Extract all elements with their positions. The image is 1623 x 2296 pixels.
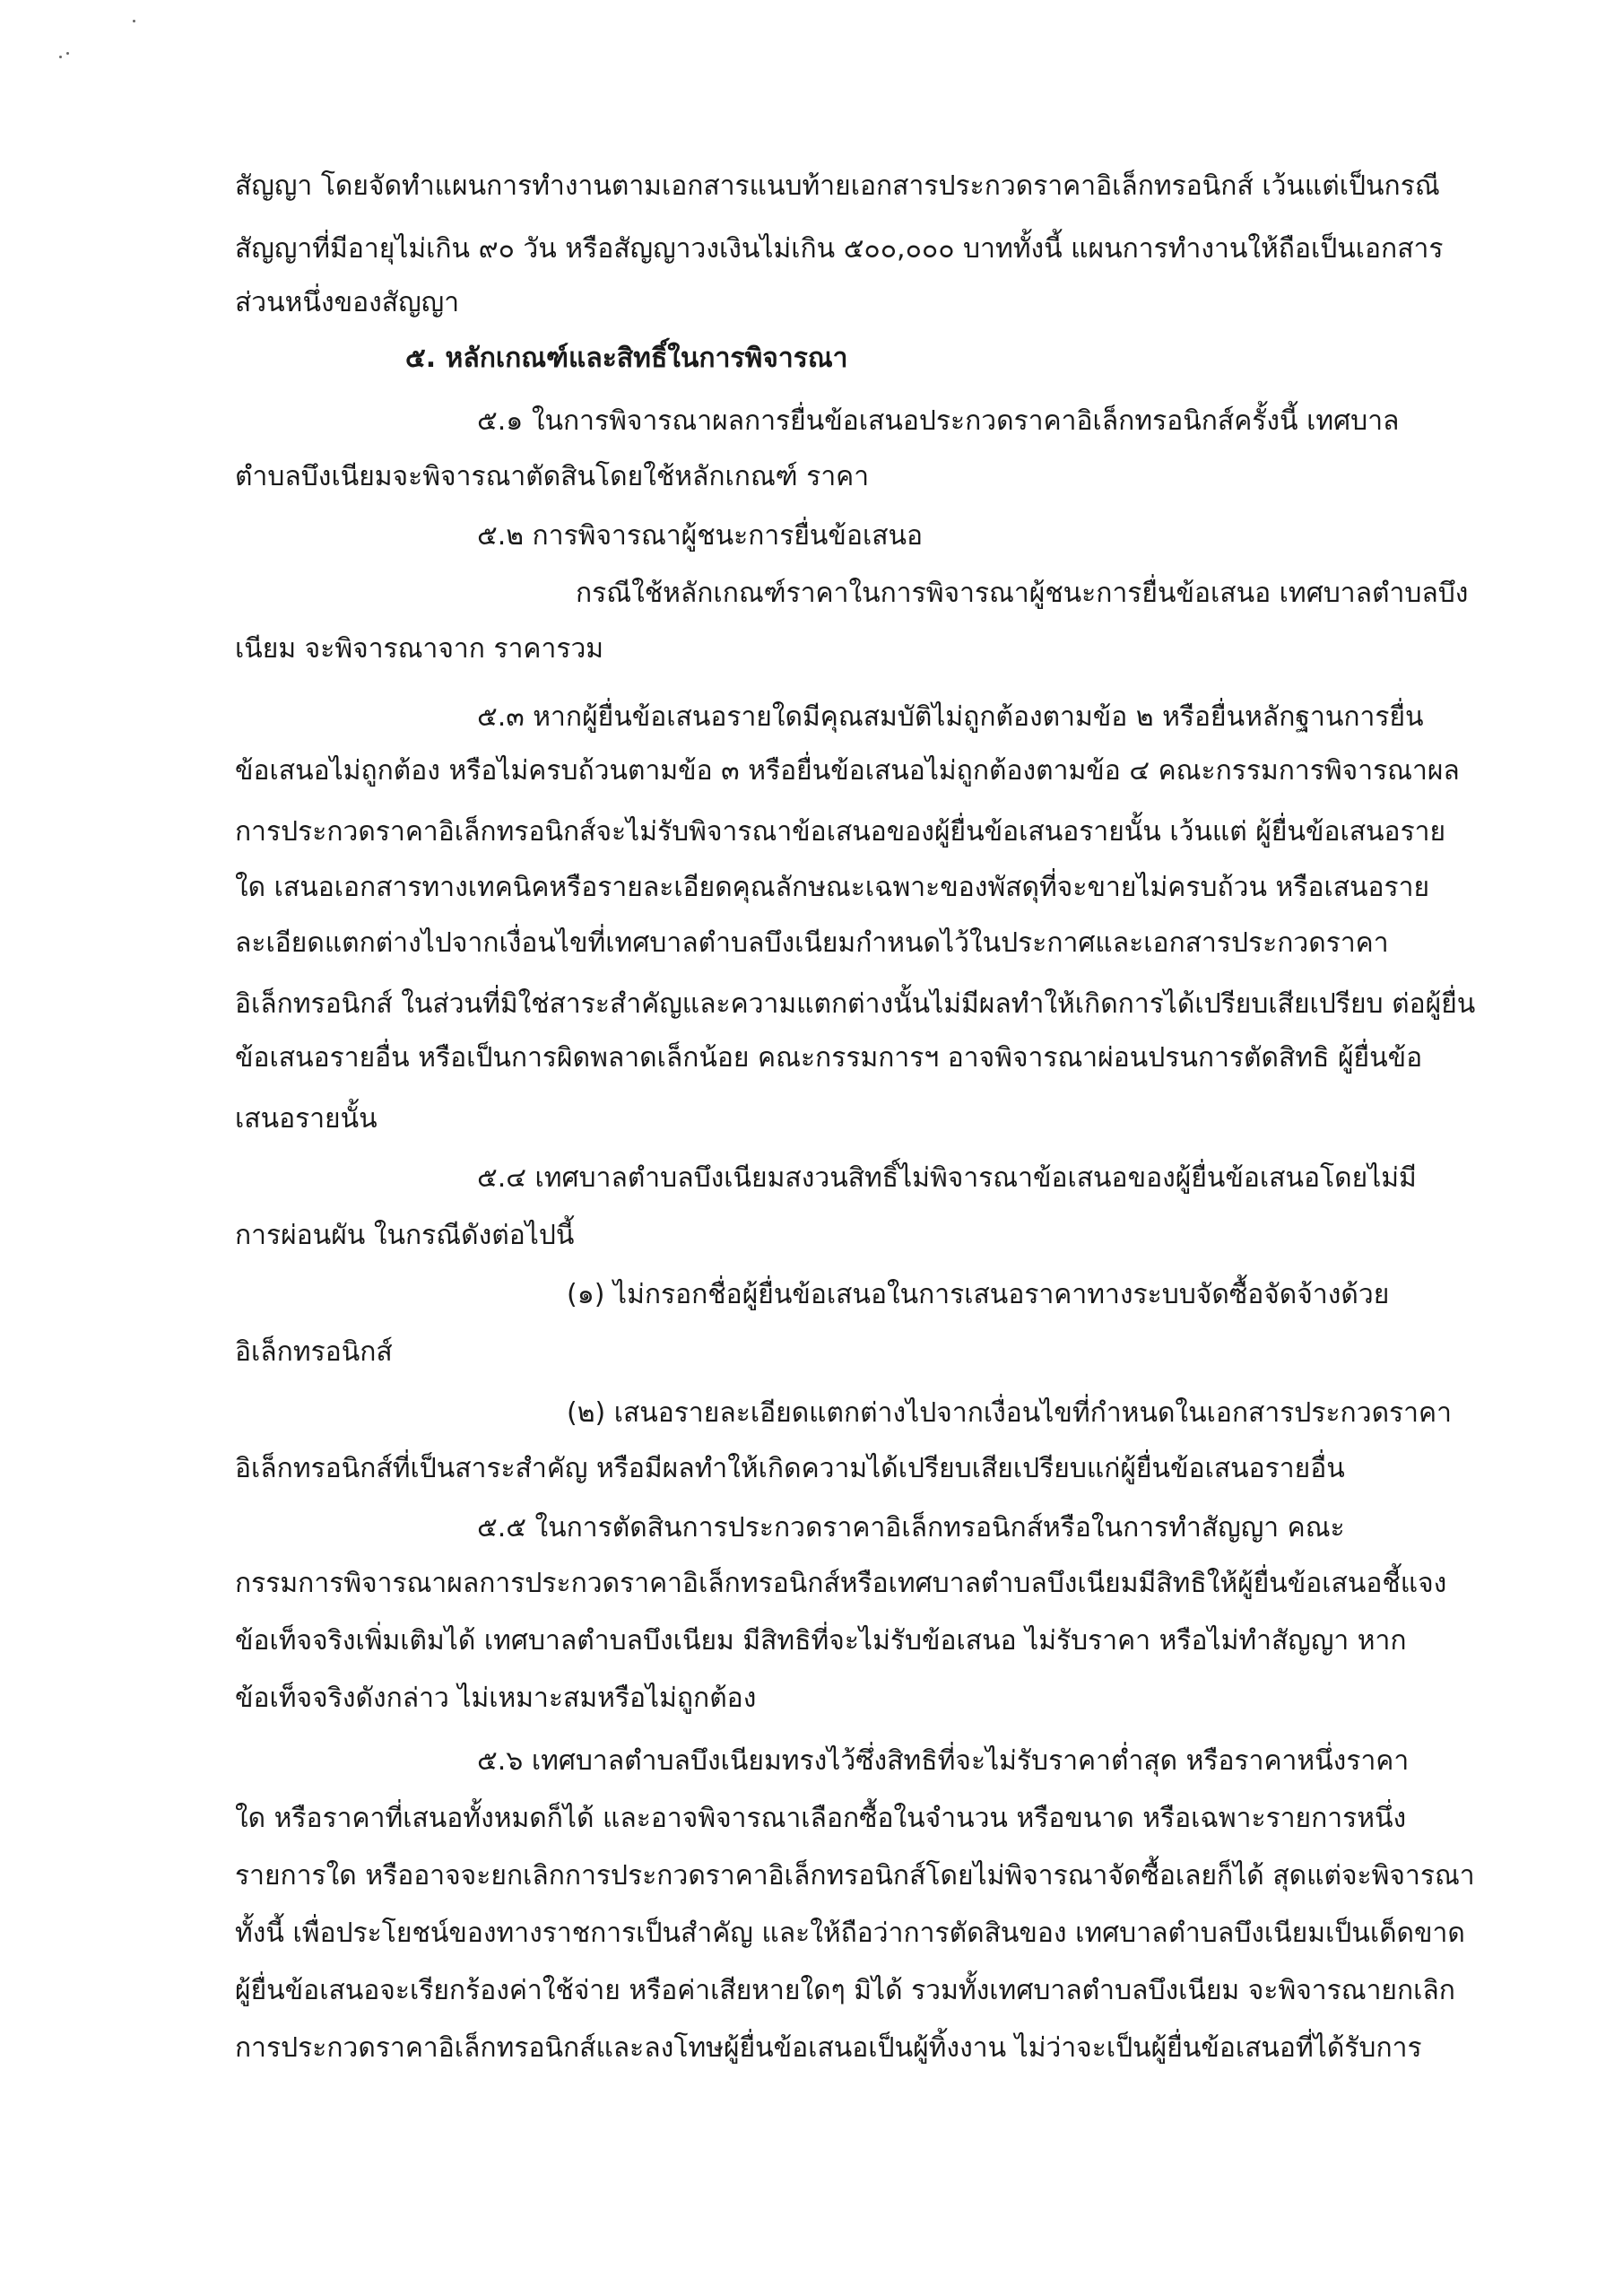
scan-artifact-dot [59,56,62,58]
paragraph-line: ละเอียดแตกต่างไปจากเงื่อนไขที่เทศบาลตำบลบึงเนียมกำหนดไว้ในประกาศและเอกสารประกวดราคา [235,927,1389,959]
scan-artifact-dot [66,52,69,55]
paragraph-line: การประกวดราคาอิเล็กทรอนิกส์และลงโทษผู้ยื่นข้อเสนอเป็นผู้ทิ้งงาน ไม่ว่าจะเป็นผู้ยื่นข้อเสนอที่ได้รับการ [235,2032,1422,2064]
paragraph-line: กรณีใช้หลักเกณฑ์ราคาในการพิจารณาผู้ชนะการยื่นข้อเสนอ เทศบาลตำบลบึง [576,578,1469,609]
paragraph-line: ทั้งนี้ เพื่อประโยชน์ของทางราชการเป็นสำคัญ และให้ถือว่าการตัดสินของ เทศบาลตำบลบึงเนียมเป็นเด็ดขาด [235,1918,1465,1949]
paragraph-line: ใด หรือราคาที่เสนอทั้งหมดก็ได้ และอาจพิจารณาเลือกซื้อในจำนวน หรือขนาด หรือเฉพาะรายการหนึ่ง [235,1803,1407,1834]
paragraph-line: สัญญาที่มีอายุไม่เกิน ๙๐ วัน หรือสัญญาวงเงินไม่เกิน ๕๐๐,๐๐๐ บาททั้งนี้ แผนการทำงานให้ถือเป็นเอกสาร [235,233,1444,265]
paragraph-line: กรรมการพิจารณาผลการประกวดราคาอิเล็กทรอนิกส์หรือเทศบาลตำบลบึงเนียมมีสิทธิให้ผู้ยื่นข้อเสนอชี้แจง [235,1568,1447,1599]
paragraph-line: ข้อเสนอรายอื่น หรือเป็นการผิดพลาดเล็กน้อย คณะกรรมการฯ อาจพิจารณาผ่อนปรนการตัดสิทธิ ผู้ยื่นข้อ [235,1042,1423,1074]
paragraph-line: ส่วนหนึ่งของสัญญา [235,287,460,318]
clause-line: ๕.๓ หากผู้ยื่นข้อเสนอรายใดมีคุณสมบัติไม่ถูกต้องตามข้อ ๒ หรือยื่นหลักฐานการยื่น [477,701,1424,733]
paragraph-line: ใด เสนอเอกสารทางเทคนิคหรือรายละเอียดคุณลักษณะเฉพาะของพัสดุที่จะขายไม่ครบถ้วน หรือเสนอราย [235,872,1430,903]
paragraph-line: รายการใด หรืออาจจะยกเลิกการประกวดราคาอิเล็กทรอนิกส์โดยไม่พิจารณาจัดซื้อเลยก็ได้ สุดแต่จะพิจารณา [235,1860,1475,1892]
clause-line: ๕.๒ การพิจารณาผู้ชนะการยื่นข้อเสนอ [477,520,924,552]
paragraph-line: อิเล็กทรอนิกส์ที่เป็นสาระสำคัญ หรือมีผลทำให้เกิดความได้เปรียบเสียเปรียบแก่ผู้ยื่นข้อเสนอรายอื่น [235,1453,1345,1484]
sub-item-line: (๒) เสนอรายละเอียดแตกต่างไปจากเงื่อนไขที่กำหนดในเอกสารประกวดราคา [567,1397,1452,1429]
paragraph-line: ข้อเสนอไม่ถูกต้อง หรือไม่ครบถ้วนตามข้อ ๓ หรือยื่นข้อเสนอไม่ถูกต้องตามข้อ ๔ คณะกรรมการพิจารณาผล [235,755,1460,787]
paragraph-line: เสนอรายนั้น [235,1103,378,1135]
paragraph-line: สัญญา โดยจัดทำแผนการทำงานตามเอกสารแนบท้ายเอกสารประกวดราคาอิเล็กทรอนิกส์ เว้นแต่เป็นกรณี [235,170,1440,202]
paragraph-line: การประกวดราคาอิเล็กทรอนิกส์จะไม่รับพิจารณาข้อเสนอของผู้ยื่นข้อเสนอรายนั้น เว้นแต่ ผู้ยื่นข้อเสนอราย [235,816,1446,848]
clause-line: ๕.๖ เทศบาลตำบลบึงเนียมทรงไว้ซึ่งสิทธิที่จะไม่รับราคาต่ำสุด หรือราคาหนึ่งราคา [477,1745,1410,1777]
clause-line: ๕.๑ ในการพิจารณาผลการยื่นข้อเสนอประกวดราคาอิเล็กทรอนิกส์ครั้งนี้ เทศบาล [477,405,1400,437]
sub-item-line: (๑) ไม่กรอกชื่อผู้ยื่นข้อเสนอในการเสนอราคาทางระบบจัดซื้อจัดจ้างด้วย [567,1279,1390,1310]
scan-artifact-dot [133,20,135,22]
paragraph-line: การผ่อนผัน ในกรณีดังต่อไปนี้ [235,1220,575,1251]
section-heading: ๕. หลักเกณฑ์และสิทธิ์ในการพิจารณา [405,343,848,374]
paragraph-line: ข้อเท็จจริงเพิ่มเติมได้ เทศบาลตำบลบึงเนียม มีสิทธิที่จะไม่รับข้อเสนอ ไม่รับราคา หรือไม่ทำสัญญา หาก [235,1625,1407,1657]
clause-line: ๕.๕ ในการตัดสินการประกวดราคาอิเล็กทรอนิกส์หรือในการทำสัญญา คณะ [477,1512,1345,1544]
paragraph-line: ตำบลบึงเนียมจะพิจารณาตัดสินโดยใช้หลักเกณฑ์ ราคา [235,461,870,492]
paragraph-line: อิเล็กทรอนิกส์ ในส่วนที่มิใช่สาระสำคัญและความแตกต่างนั้นไม่มีผลทำให้เกิดการได้เปรียบเสียเปรียบ ต่อผู้ยื่น [235,988,1476,1020]
paragraph-line: ผู้ยื่นข้อเสนอจะเรียกร้องค่าใช้จ่าย หรือค่าเสียหายใดๆ มิได้ รวมทั้งเทศบาลตำบลบึงเนียม จะพิจารณายกเลิก [235,1975,1455,2006]
clause-line: ๕.๔ เทศบาลตำบลบึงเนียมสงวนสิทธิ์ไม่พิจารณาข้อเสนอของผู้ยื่นข้อเสนอโดยไม่มี [477,1162,1417,1194]
paragraph-line: เนียม จะพิจารณาจาก ราคารวม [235,633,604,665]
paragraph-line: อิเล็กทรอนิกส์ [235,1336,393,1368]
paragraph-line: ข้อเท็จจริงดังกล่าว ไม่เหมาะสมหรือไม่ถูกต้อง [235,1683,757,1714]
